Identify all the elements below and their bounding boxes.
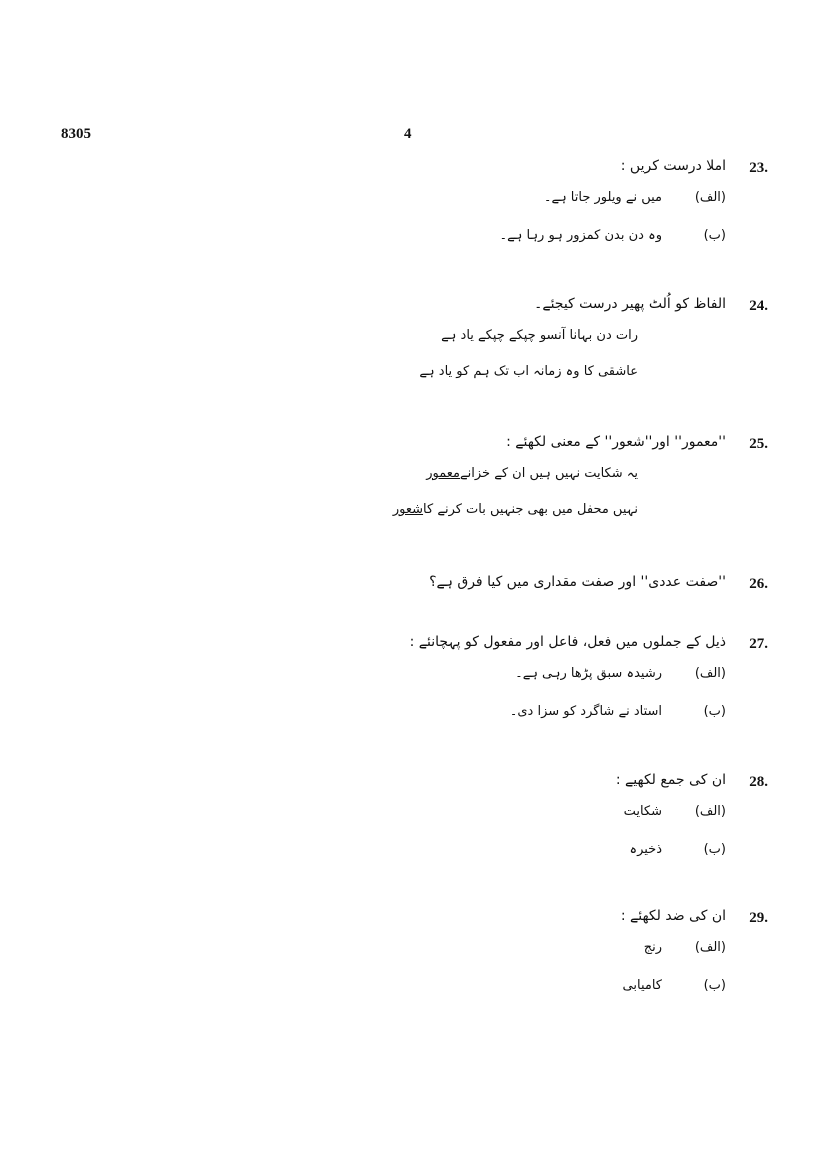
question-24 — [348, 296, 768, 394]
verse-pre: نہیں محفل میں بھی جنہیں بات کرنے کا — [423, 502, 638, 517]
question-25 — [348, 434, 768, 532]
question-23 — [348, 158, 768, 260]
sub-text: وہ دن بدن کمزور ہو رہا ہے۔ — [499, 228, 662, 243]
sub-text: میں نے ویلور جاتا ہے۔ — [543, 190, 662, 205]
question-number: 23. — [749, 160, 768, 176]
sub-question-a — [348, 798, 768, 836]
verse-line — [348, 322, 768, 358]
sub-text: استاد نے شاگرد کو سزا دی۔ — [509, 704, 662, 719]
verse-line — [348, 496, 768, 532]
question-text: الفاظ کو اُلٹ پھیر درست کیجئے۔ — [534, 296, 726, 312]
sub-label: (الف) — [694, 666, 726, 681]
sub-text: رنج — [643, 940, 662, 955]
question-number: 28. — [749, 774, 768, 790]
question-29 — [348, 908, 768, 1010]
sub-label: (الف) — [694, 804, 726, 819]
question-number: 24. — [749, 298, 768, 314]
underlined-word: معمور — [426, 466, 461, 481]
sub-question-b — [348, 972, 768, 1010]
sub-label: (ب) — [703, 978, 726, 993]
question-text: املا درست کریں : — [620, 158, 726, 174]
question-number: 25. — [749, 436, 768, 452]
sub-label: (الف) — [694, 190, 726, 205]
sub-question-a — [348, 660, 768, 698]
sub-question-b — [348, 836, 768, 874]
sub-label: (ب) — [703, 228, 726, 243]
verse-pre: یہ شکایت نہیں ہیں ان کے خزانے — [460, 466, 638, 481]
question-28 — [348, 772, 768, 874]
verse-line — [348, 460, 768, 496]
sub-question-b — [348, 222, 768, 260]
question-26 — [348, 574, 768, 600]
page-number: 4 — [404, 126, 412, 142]
question-text: ''معمور'' اور''شعور'' کے معنی لکھئے : — [506, 434, 726, 450]
question-number: 29. — [749, 910, 768, 926]
sub-text: رشیدہ سبق پڑھا رہی ہے۔ — [515, 666, 662, 681]
question-number: 27. — [749, 636, 768, 652]
question-text: ذیل کے جملوں میں فعل، فاعل اور مفعول کو پہچانئے : — [409, 634, 726, 650]
question-number: 26. — [749, 576, 768, 592]
sub-question-b — [348, 698, 768, 736]
question-text: ان کی جمع لکھیے : — [615, 772, 726, 788]
question-text: ان کی ضد لکھئے : — [620, 908, 726, 924]
sub-question-a — [348, 184, 768, 222]
paper-code: 8305 — [61, 126, 91, 142]
underlined-word: شعور — [392, 502, 424, 517]
question-27 — [348, 634, 768, 736]
sub-label: (ب) — [703, 704, 726, 719]
verse-text: رات دن بہانا آنسو چپکے چپکے یاد ہے — [441, 328, 638, 343]
sub-question-a — [348, 934, 768, 972]
sub-text: شکایت — [623, 804, 662, 819]
verse-text: عاشقی کا وہ زمانہ اب تک ہم کو یاد ہے — [419, 364, 638, 379]
verse-text — [426, 466, 638, 481]
sub-label: (ب) — [703, 842, 726, 857]
verse-line — [348, 358, 768, 394]
sub-text: کامیابی — [622, 978, 662, 993]
sub-label: (الف) — [694, 940, 726, 955]
question-text: ''صفت عددی'' اور صفت مقداری میں کیا فرق ہے؟ — [429, 574, 726, 590]
verse-text — [393, 502, 638, 517]
sub-text: ذخیرہ — [629, 842, 662, 857]
